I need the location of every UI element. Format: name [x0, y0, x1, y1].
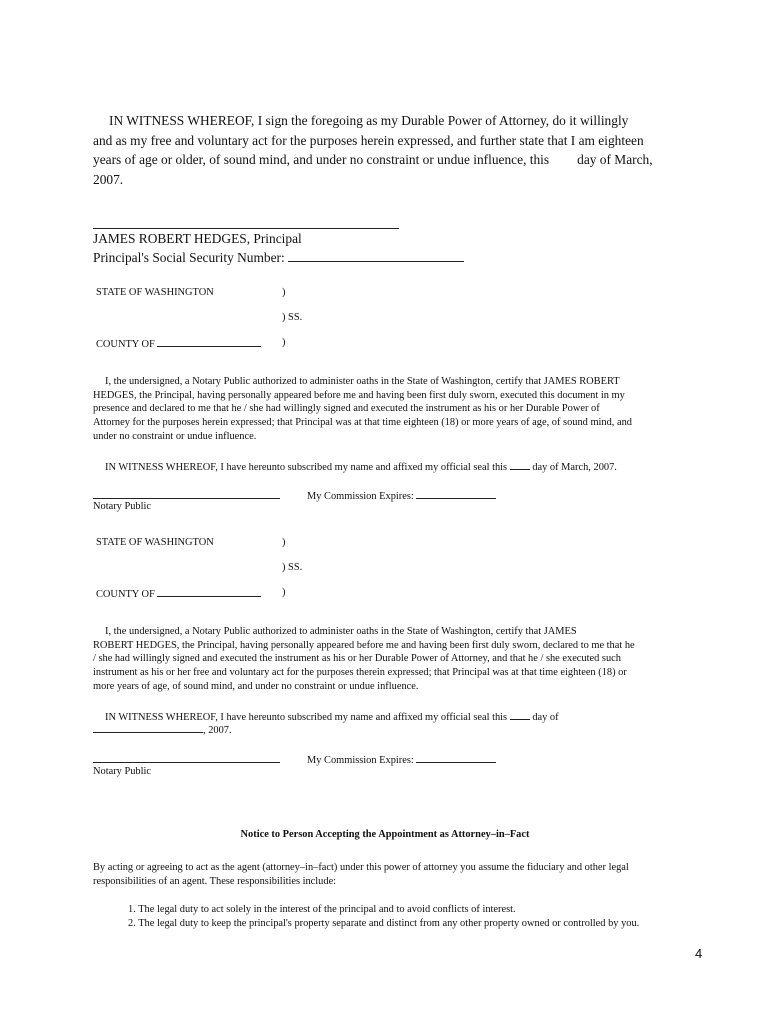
notary2-county-row: [96, 586, 261, 602]
notary1-county-field[interactable]: [157, 336, 261, 347]
witness-line-3-end: day of March,: [577, 152, 653, 167]
notary1-certification: [93, 375, 713, 444]
notary2-commission-row: [307, 752, 496, 768]
notary2-witness-year: , 2007.: [203, 725, 232, 736]
notary1-county-label: COUNTY OF: [96, 339, 155, 350]
notary1-state: STATE OF WASHINGTON: [96, 287, 214, 298]
principal-ssn-label: Principal's Social Security Number:: [93, 250, 285, 265]
notary1-signature-line[interactable]: [93, 498, 280, 499]
notary2-cert-line-4: instrument as his or her free and voluntary act for the purposes therein expressed; that Principal was at that time eighteen (18) or: [93, 667, 627, 679]
notary1-county-row: [96, 336, 261, 352]
principal-ssn-row: [93, 248, 464, 268]
page-number: 4: [695, 946, 703, 961]
notary2-cert-line-2: ROBERT HEDGES, the Principal, having personally appeared before me and having been first duly sworn, declared to me that he: [93, 639, 635, 651]
notary2-cert-line-1: I, the undersigned, a Notary Public authorized to administer oaths in the State of Washington, certify that JAMES: [105, 626, 577, 637]
notary2-certification: [93, 625, 713, 694]
notary1-commission-label: My Commission Expires:: [307, 491, 414, 502]
notary2-state: STATE OF WASHINGTON: [96, 537, 214, 548]
principal-witness-paragraph: [93, 111, 713, 189]
notary2-county-field[interactable]: [157, 586, 261, 597]
notary2-commission-label: My Commission Expires:: [307, 755, 414, 766]
notary2-cert-line-5: more years of age, of sound mind, and under no constraint or undue influence.: [93, 680, 419, 692]
notary1-cert-line-3: presence and declared to me that he / she had willingly signed and executed the instrument as his or her Durable Power of: [93, 403, 600, 415]
notice-intro-line-1: By acting or agreeing to act as the agent (attorney–in–fact) under this power of attorney you assume the fiduciary and other legal: [93, 862, 629, 873]
notice-title: Notice to Person Accepting the Appointment as Attorney–in–Fact: [240, 829, 530, 840]
notary1-label: Notary Public: [93, 501, 152, 512]
notary1-cert-line-4: Attorney for the purposes herein expressed; that Principal was at that time eighteen (18) or more years of age, of sound mind, and: [93, 417, 632, 429]
notary1-ss: ) SS.: [282, 312, 303, 323]
witness-line-1: IN WITNESS WHEREOF, I sign the foregoing as my Durable Power of Attorney, do it willingly: [109, 113, 629, 128]
list-item: 2. The legal duty to keep the principal's property separate and distinct from any other property owned or controlled by you.: [128, 917, 640, 929]
notary2-witness-day: day of: [532, 712, 559, 723]
witness-line-4: 2007.: [93, 171, 124, 187]
notice-list: [128, 903, 718, 930]
witness-line-3: years of age or older, of sound mind, and under no constraint or undue influence, this: [93, 152, 550, 167]
notary2-month-field[interactable]: [93, 722, 203, 733]
notary2-county-label: COUNTY OF: [96, 589, 155, 600]
notary1-witness: [105, 459, 617, 475]
notary2-witness-text: IN WITNESS WHEREOF, I have hereunto subscribed my name and affixed my official seal this: [105, 712, 508, 723]
notary1-cert-line-5: under no constraint or undue influence.: [93, 430, 257, 442]
list-item: 1. The legal duty to act solely in the interest of the principal and to avoid conflicts of interest.: [128, 904, 516, 915]
notice-intro: [93, 861, 713, 888]
notary2-cert-line-3: / she had willingly signed and executed the instrument as his or her Durable Power of Attorney, and that he / she executed such: [93, 653, 621, 665]
witness-line-2: and as my free and voluntary act for the purposes herein expressed, and further state that I am eighteen: [93, 132, 644, 148]
notary2-signature-line[interactable]: [93, 762, 280, 763]
notary2-ss: ) SS.: [282, 562, 303, 573]
notary1-paren-2: ): [282, 337, 286, 348]
notice-intro-line-2: responsibilities of an agent. These responsibilities include:: [93, 875, 337, 887]
notary2-witness-row-2: [93, 722, 232, 738]
notary1-paren-1: ): [282, 287, 286, 298]
notary1-cert-line-1: I, the undersigned, a Notary Public authorized to administer oaths in the State of Washington, certify that JAMES ROBERT: [105, 376, 620, 387]
notary2-label: Notary Public: [93, 766, 152, 777]
principal-name: JAMES ROBERT HEDGES, Principal: [93, 231, 302, 246]
notary1-day-field[interactable]: [510, 459, 530, 470]
notary2-paren-1: ): [282, 537, 286, 548]
principal-ssn-field[interactable]: [288, 251, 464, 262]
notary2-paren-2: ): [282, 587, 286, 598]
notary1-witness-text: IN WITNESS WHEREOF, I have hereunto subscribed my name and affixed my official seal this: [105, 462, 508, 473]
notary1-commission-field[interactable]: [416, 488, 496, 499]
notary2-commission-field[interactable]: [416, 752, 496, 763]
notary1-commission-row: [307, 488, 496, 504]
notary1-witness-date: day of March, 2007.: [532, 462, 617, 473]
notary2-day-field[interactable]: [510, 709, 530, 720]
notary1-cert-line-2: HEDGES, the Principal, having personally appeared before me and having been first duly sworn, executed this document in my: [93, 389, 625, 401]
